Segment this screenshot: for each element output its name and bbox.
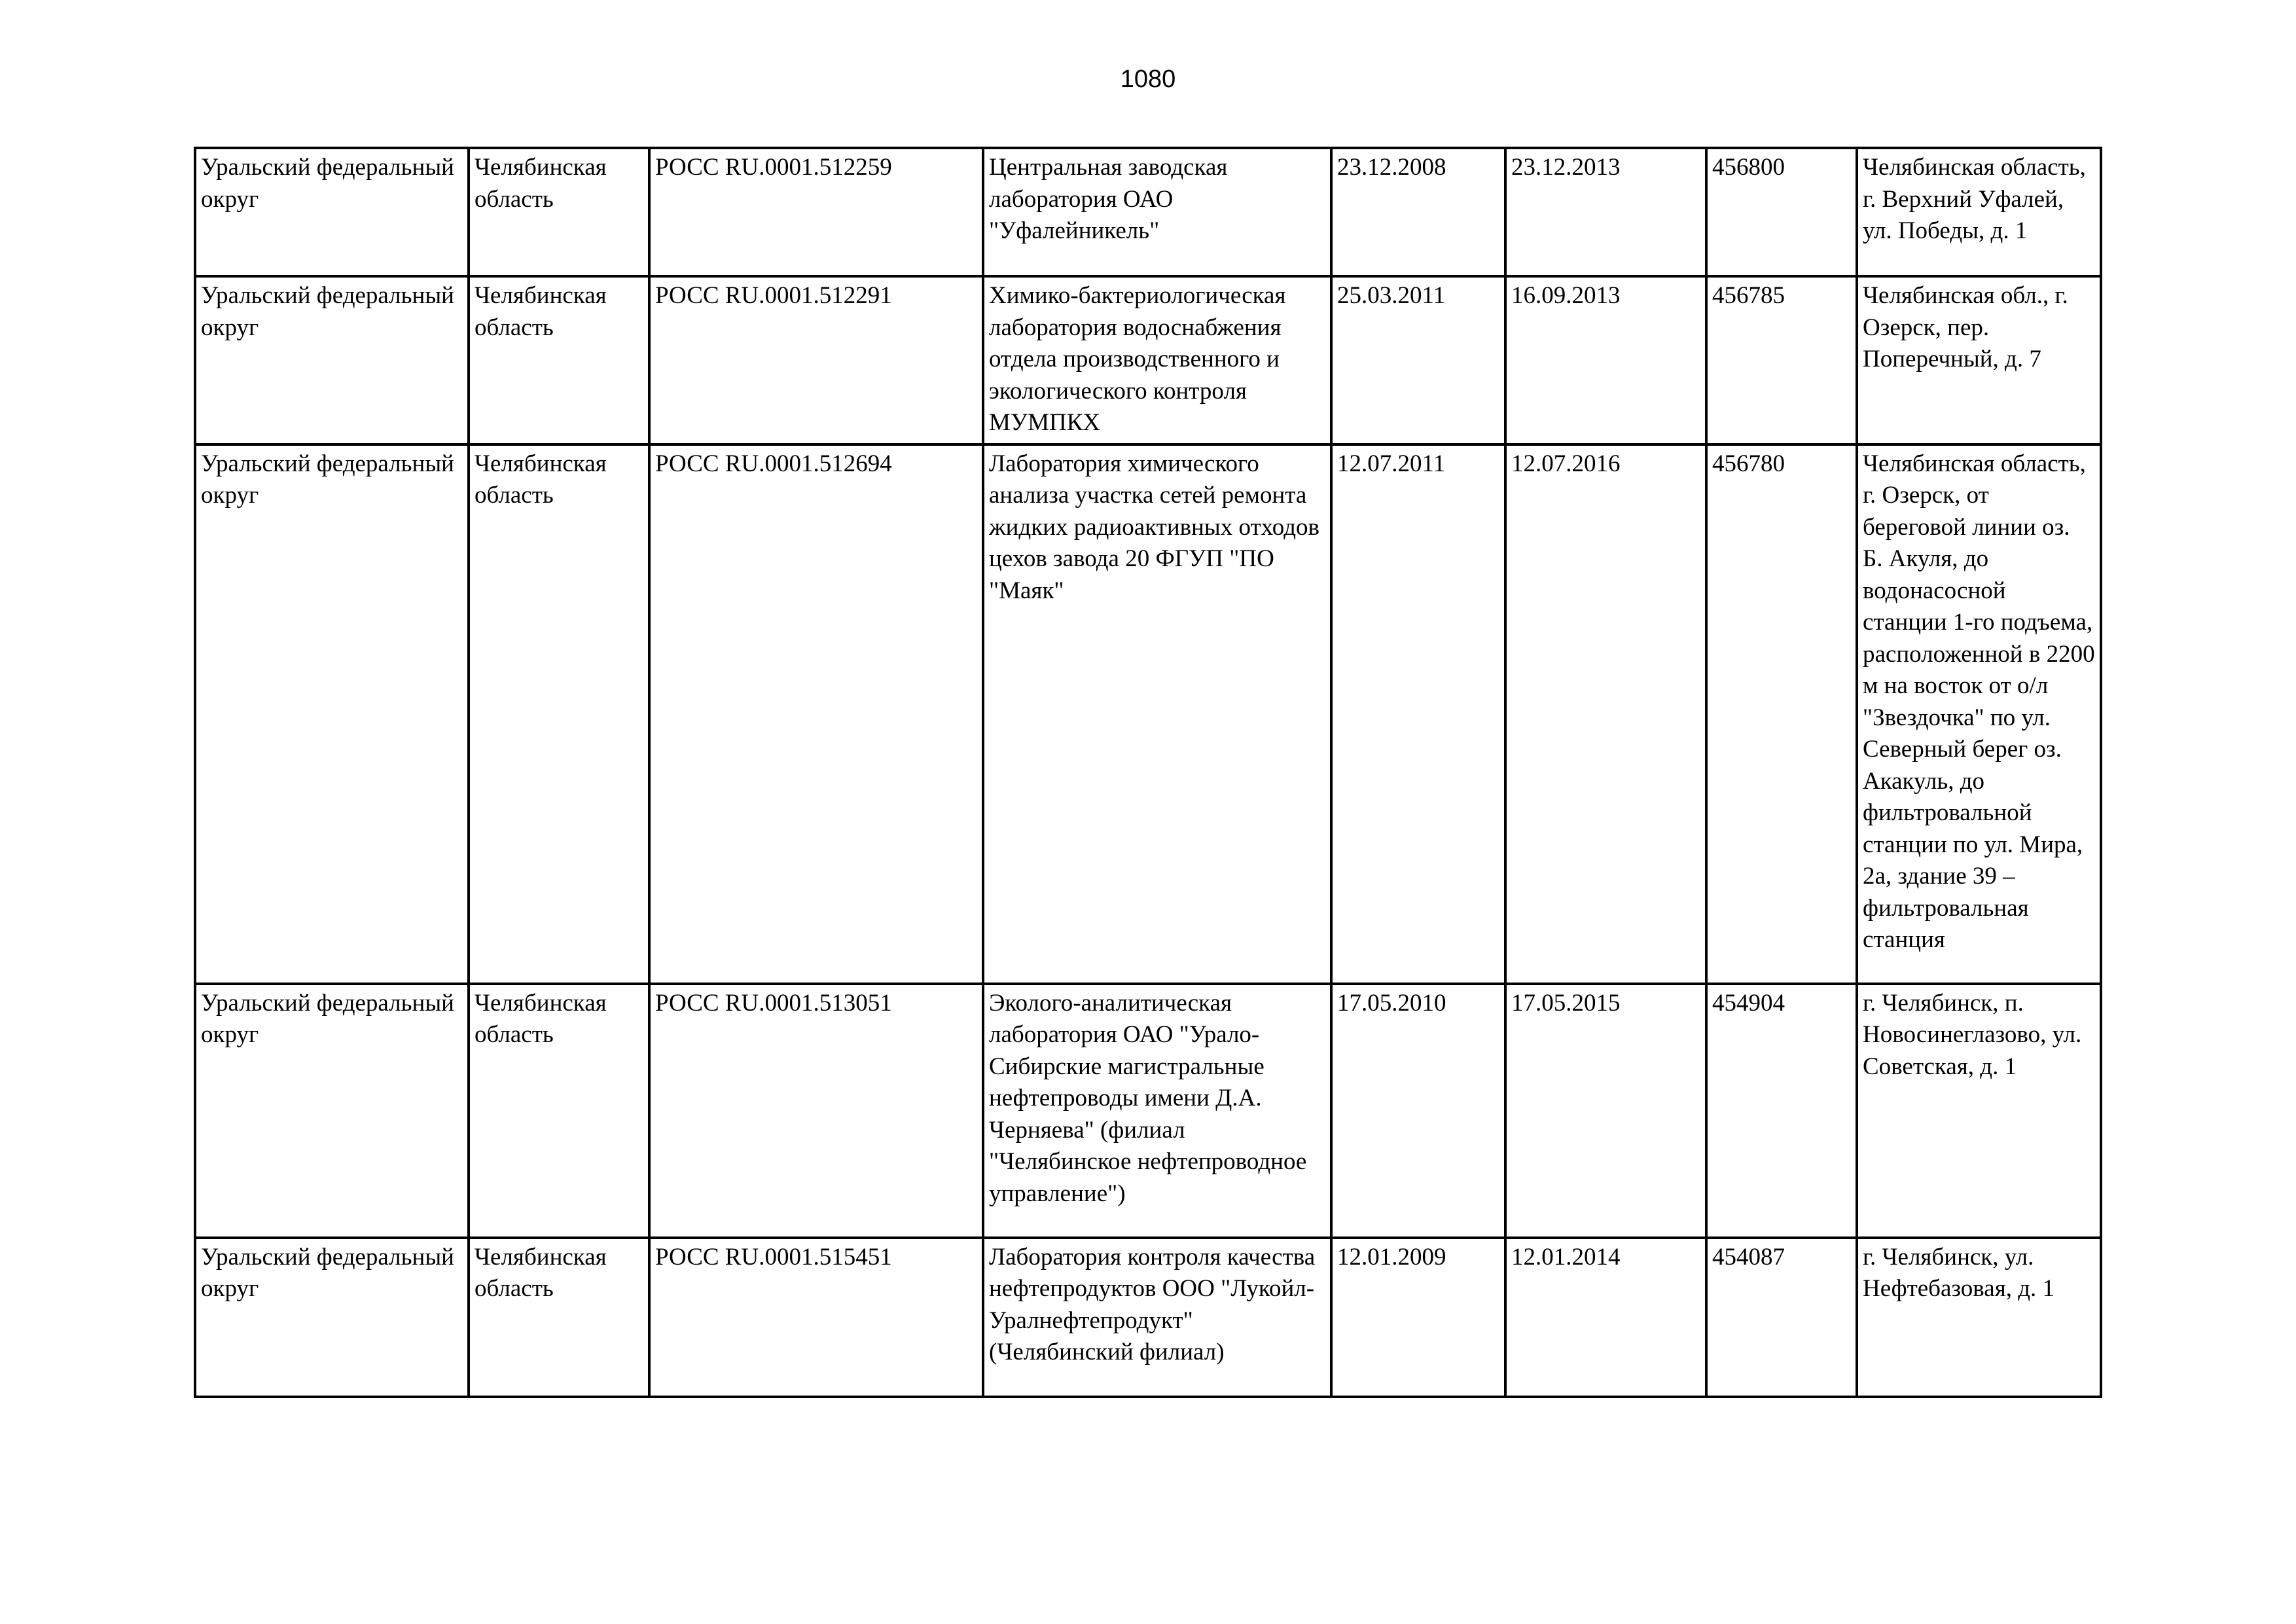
cell-federal-district: Уральский федеральный округ bbox=[195, 276, 469, 444]
cell-date-issued: 12.07.2011 bbox=[1331, 444, 1505, 984]
cell-accreditation-number: РОСС RU.0001.512694 bbox=[649, 444, 983, 984]
cell-date-issued: 25.03.2011 bbox=[1331, 276, 1505, 444]
cell-date-valid-until: 12.07.2016 bbox=[1505, 444, 1706, 984]
cell-accreditation-number: РОСС RU.0001.512291 bbox=[649, 276, 983, 444]
table-row bbox=[195, 984, 2101, 1238]
cell-date-issued: 12.01.2009 bbox=[1331, 1238, 1505, 1397]
cell-region: Челябинская область bbox=[469, 444, 649, 984]
table-row bbox=[195, 444, 2101, 984]
table-row bbox=[195, 1238, 2101, 1397]
cell-address: Челябинская обл., г. Озерск, пер. Поперечный, д. 7 bbox=[1857, 276, 2101, 444]
cell-address: г. Челябинск, п. Новосинеглазово, ул. Советская, д. 1 bbox=[1857, 984, 2101, 1238]
cell-federal-district: Уральский федеральный округ bbox=[195, 984, 469, 1238]
cell-laboratory-name: Эколого-аналитическая лаборатория ОАО "Урало-Сибирские магистральные нефтепроводы имени Д.А. Черняева" (филиал "Челябинское нефтепроводное управление") bbox=[983, 984, 1331, 1238]
cell-laboratory-name: Лаборатория химического анализа участка сетей ремонта жидких радиоактивных отходов цехов завода 20 ФГУП "ПО "Маяк" bbox=[983, 444, 1331, 984]
table-row bbox=[195, 276, 2101, 444]
cell-region: Челябинская область bbox=[469, 276, 649, 444]
cell-federal-district: Уральский федеральный округ bbox=[195, 1238, 469, 1397]
cell-region: Челябинская область bbox=[469, 984, 649, 1238]
cell-accreditation-number: РОСС RU.0001.512259 bbox=[649, 148, 983, 276]
cell-accreditation-number: РОСС RU.0001.515451 bbox=[649, 1238, 983, 1397]
cell-postal-code: 454087 bbox=[1706, 1238, 1857, 1397]
page-number: 1080 bbox=[1120, 65, 1176, 93]
cell-postal-code: 456785 bbox=[1706, 276, 1857, 444]
cell-date-valid-until: 16.09.2013 bbox=[1505, 276, 1706, 444]
cell-address: Челябинская область, г. Верхний Уфалей, ул. Победы, д. 1 bbox=[1857, 148, 2101, 276]
cell-federal-district: Уральский федеральный округ bbox=[195, 148, 469, 276]
cell-laboratory-name: Лаборатория контроля качества нефтепродуктов ООО "Лукойл-Уралнефтепродукт" (Челябинский филиал) bbox=[983, 1238, 1331, 1397]
cell-laboratory-name: Химико-бактериологическая лаборатория водоснабжения отдела производственного и экологического контроля МУМПКХ bbox=[983, 276, 1331, 444]
cell-date-valid-until: 23.12.2013 bbox=[1505, 148, 1706, 276]
cell-laboratory-name: Центральная заводская лаборатория ОАО "Уфалейникель" bbox=[983, 148, 1331, 276]
cell-region: Челябинская область bbox=[469, 1238, 649, 1397]
table-row bbox=[195, 148, 2101, 276]
cell-date-issued: 23.12.2008 bbox=[1331, 148, 1505, 276]
laboratory-registry-table bbox=[194, 147, 2102, 1398]
cell-region: Челябинская область bbox=[469, 148, 649, 276]
cell-accreditation-number: РОСС RU.0001.513051 bbox=[649, 984, 983, 1238]
cell-date-issued: 17.05.2010 bbox=[1331, 984, 1505, 1238]
cell-postal-code: 456800 bbox=[1706, 148, 1857, 276]
cell-date-valid-until: 17.05.2015 bbox=[1505, 984, 1706, 1238]
cell-date-valid-until: 12.01.2014 bbox=[1505, 1238, 1706, 1397]
cell-address: Челябинская область, г. Озерск, от береговой линии оз. Б. Акуля, до водонасосной станции 1-го подъема, расположенной в 2200 м на восток от о/л "Звездочка" по ул. Северный берег оз. Акакуль, до фильтровальной станции по ул. Мира, 2а, здание 39 – фильтровальная станция bbox=[1857, 444, 2101, 984]
cell-federal-district: Уральский федеральный округ bbox=[195, 444, 469, 984]
cell-postal-code: 454904 bbox=[1706, 984, 1857, 1238]
cell-address: г. Челябинск, ул. Нефтебазовая, д. 1 bbox=[1857, 1238, 2101, 1397]
cell-postal-code: 456780 bbox=[1706, 444, 1857, 984]
